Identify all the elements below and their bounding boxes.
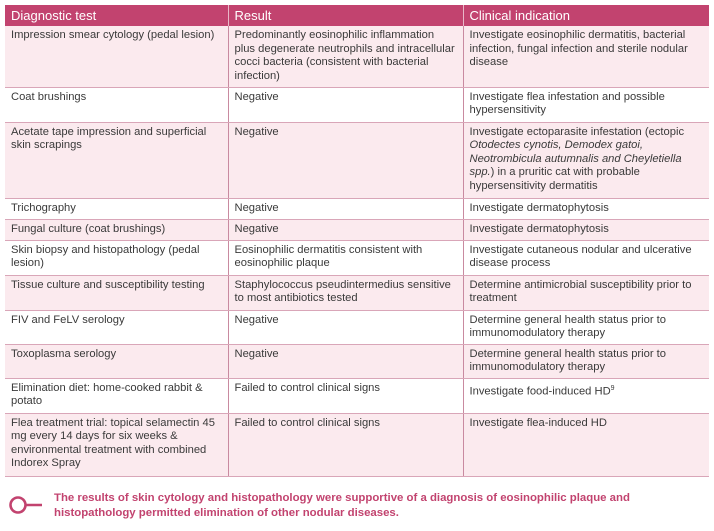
cell-test: Elimination diet: home-cooked rabbit & potato — [5, 378, 228, 413]
indication-text: Investigate food-induced HD — [469, 385, 611, 398]
indication-text-end: ) in a pruritic cat with probable hypersensitivity dermatitis — [469, 166, 640, 192]
key-point-icon — [8, 494, 44, 516]
cell-indication — [463, 122, 709, 198]
reference-superscript: 9 — [610, 384, 615, 392]
table-row — [5, 240, 709, 275]
cell-indication: Determine general health status prior to immunomodulatory therapy — [463, 344, 709, 378]
header-clinical-indication: Clinical indication — [463, 5, 709, 26]
diagnostic-table — [5, 5, 709, 477]
table-row — [5, 310, 709, 344]
table-row — [5, 26, 709, 87]
cell-test: Fungal culture (coat brushings) — [5, 219, 228, 240]
cell-result: Negative — [228, 198, 463, 219]
cell-result: Staphylococcus pseudintermedius sensitive to most antibiotics tested — [228, 275, 463, 310]
cell-test: Trichography — [5, 198, 228, 219]
cell-test: Toxoplasma serology — [5, 344, 228, 378]
table-header-row — [5, 5, 709, 26]
cell-indication: Determine antimicrobial susceptibility prior to treatment — [463, 275, 709, 310]
cell-result: Negative — [228, 219, 463, 240]
cell-indication: Investigate flea-induced HD — [463, 413, 709, 476]
cell-result: Negative — [228, 122, 463, 198]
key-point-text: The results of skin cytology and histopathology were supportive of a diagnosis of eosinophilic plaque and histopathology permitted elimination of other nodular diseases. — [54, 492, 630, 519]
cell-test: Impression smear cytology (pedal lesion) — [5, 26, 228, 87]
cell-test: Flea treatment trial: topical selamectin 45 mg every 14 days for six weeks & environmental treatment with combined Indorex Spray — [5, 413, 228, 476]
cell-result: Eosinophilic dermatitis consistent with eosinophilic plaque — [228, 240, 463, 275]
cell-indication: Investigate dermatophytosis — [463, 198, 709, 219]
cell-result: Failed to control clinical signs — [228, 378, 463, 413]
cell-result: Negative — [228, 344, 463, 378]
cell-result: Negative — [228, 310, 463, 344]
cell-test: Acetate tape impression and superficial skin scrapings — [5, 122, 228, 198]
cell-result: Negative — [228, 87, 463, 122]
table-row — [5, 87, 709, 122]
cell-indication: Investigate eosinophilic dermatitis, bacterial infection, fungal infection and sterile nodular disease — [463, 26, 709, 87]
cell-result: Predominantly eosinophilic inflammation plus degenerate neutrophils and intracellular cocci bacteria (consistent with bacterial infection) — [228, 26, 463, 87]
table-row — [5, 122, 709, 198]
cell-indication: Investigate cutaneous nodular and ulcerative disease process — [463, 240, 709, 275]
header-diagnostic-test: Diagnostic test — [5, 5, 228, 26]
cell-test: Tissue culture and susceptibility testing — [5, 275, 228, 310]
table-row — [5, 219, 709, 240]
table-row — [5, 344, 709, 378]
cell-indication — [463, 378, 709, 413]
cell-indication: Investigate flea infestation and possible hypersensitivity — [463, 87, 709, 122]
species-names: Otodectes cynotis, Demodex gatoi, Neotrombicula autumnalis and Cheyletiella spp. — [469, 139, 682, 179]
cell-test: FIV and FeLV serology — [5, 310, 228, 344]
cell-indication: Determine general health status prior to immunomodulatory therapy — [463, 310, 709, 344]
table-row — [5, 275, 709, 310]
cell-result: Failed to control clinical signs — [228, 413, 463, 476]
indication-text-start: Investigate ectoparasite infestation (ectopic — [469, 125, 685, 138]
header-result: Result — [228, 5, 463, 26]
table-row — [5, 413, 709, 476]
table-row — [5, 198, 709, 219]
cell-indication: Investigate dermatophytosis — [463, 219, 709, 240]
cell-test: Coat brushings — [5, 87, 228, 122]
cell-test: Skin biopsy and histopathology (pedal lesion) — [5, 240, 228, 275]
table-row — [5, 378, 709, 413]
key-point-note — [8, 490, 708, 526]
